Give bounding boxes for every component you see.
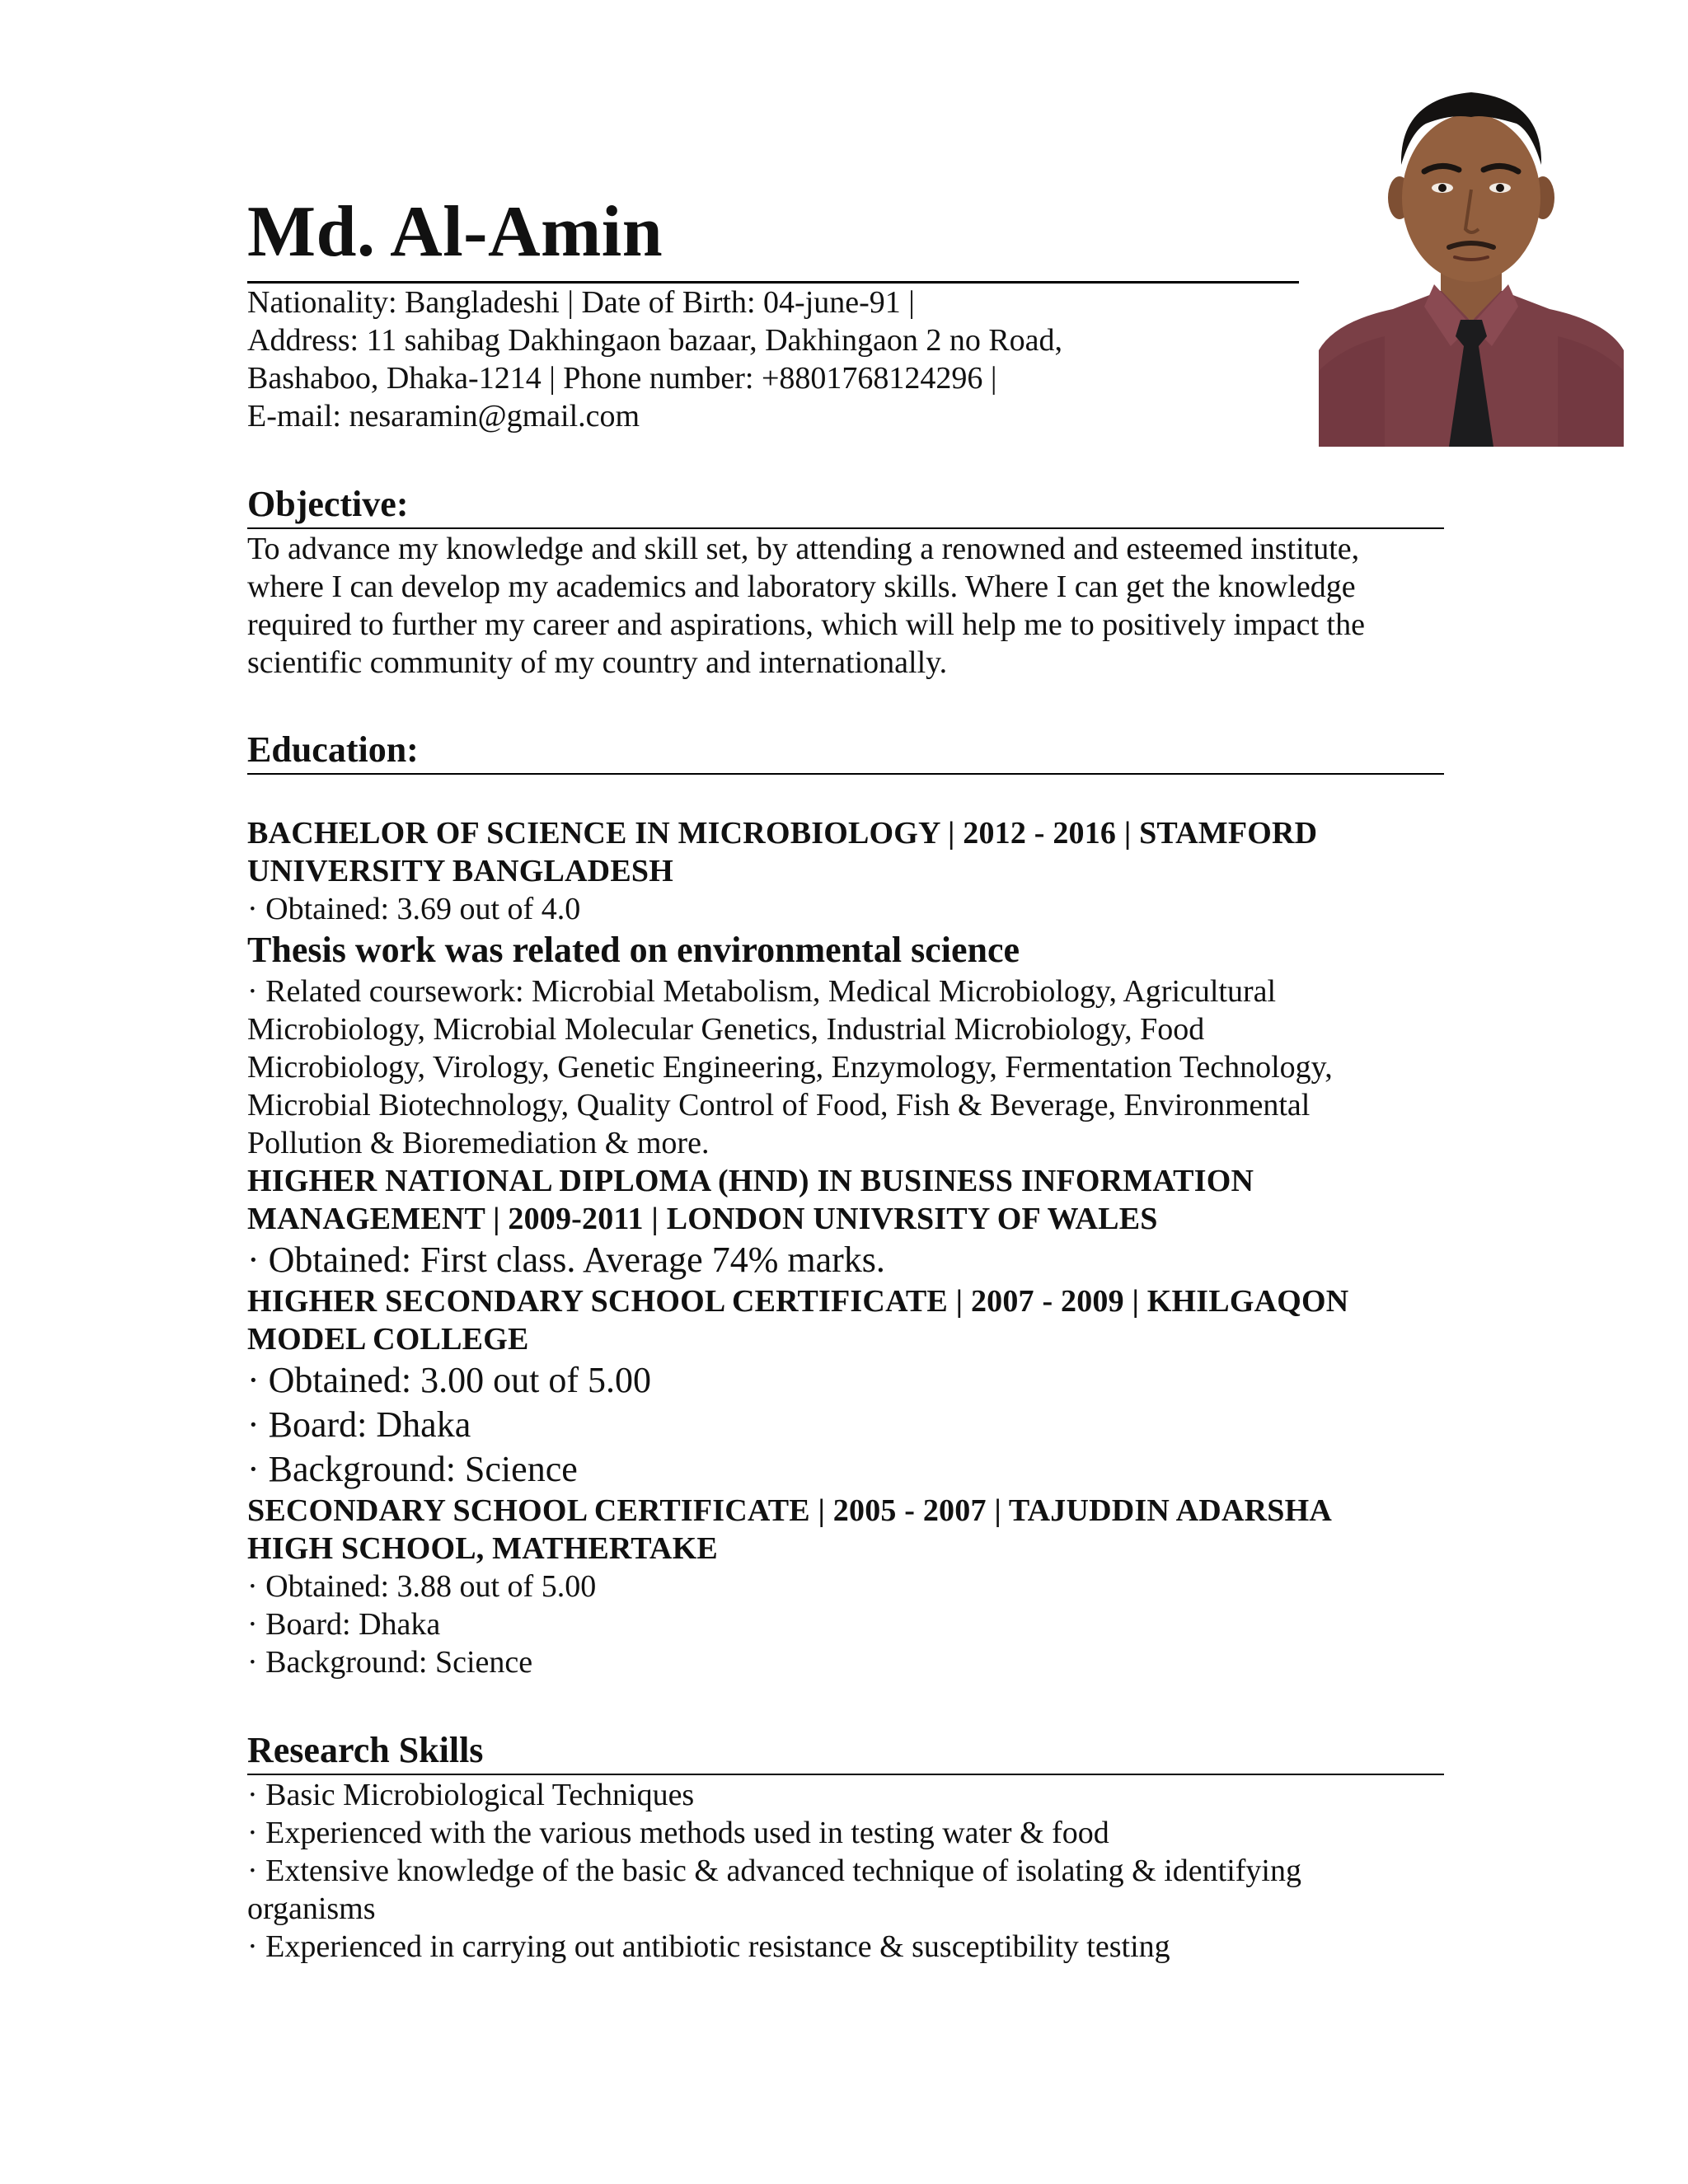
- hsc-obtained: · Obtained: 3.00 out of 5.00: [247, 1360, 652, 1400]
- research-skill-3-continued: organisms: [247, 1891, 376, 1926]
- bsc-coursework-line-2: Microbiology, Microbial Molecular Genetics, Industrial Microbiology, Food: [247, 1012, 1205, 1047]
- bsc-heading-line-1: BACHELOR OF SCIENCE IN MICROBIOLOGY | 2012 - 2016 | STAMFORD: [247, 816, 1318, 851]
- objective-line-3: required to further my career and aspirations, which will help me to positively impact the: [247, 607, 1365, 642]
- bsc-coursework-line-4: Microbial Biotechnology, Quality Control of Food, Fish & Beverage, Environmental: [247, 1088, 1311, 1122]
- ssc-board: · Board: Dhaka: [247, 1607, 441, 1642]
- contact-nationality-line: Nationality: Bangladeshi | Date of Birth: 04-june-91 |: [247, 285, 915, 320]
- bsc-obtained: · Obtained: 3.69 out of 4.0: [247, 892, 581, 926]
- ssc-obtained: · Obtained: 3.88 out of 5.00: [247, 1569, 597, 1604]
- research-skill-4: · Experienced in carrying out antibiotic resistance & susceptibility testing: [247, 1929, 1170, 1964]
- candidate-name: Md. Al-Amin: [247, 192, 663, 272]
- research-skills-divider: [247, 1774, 1444, 1775]
- research-skill-2: · Experienced with the various methods used in testing water & food: [247, 1816, 1109, 1850]
- ssc-heading-line-1: SECONDARY SCHOOL CERTIFICATE | 2005 - 2007 | TAJUDDIN ADARSHA: [247, 1493, 1332, 1528]
- ssc-background: · Background: Science: [247, 1645, 533, 1680]
- hnd-heading-line-1: HIGHER NATIONAL DIPLOMA (HND) IN BUSINESS INFORMATION: [247, 1164, 1254, 1198]
- hsc-background: · Background: Science: [247, 1449, 578, 1489]
- ssc-heading-line-2: HIGH SCHOOL, MATHERTAKE: [247, 1531, 718, 1566]
- profile-photo: [1319, 74, 1624, 447]
- contact-address-line: Address: 11 sahibag Dakhingaon bazaar, Dakhingaon 2 no Road,: [247, 323, 1063, 358]
- research-skill-1: · Basic Microbiological Techniques: [247, 1778, 695, 1812]
- hnd-obtained: · Obtained: First class. Average 74% marks.: [247, 1240, 885, 1280]
- objective-line-4: scientific community of my country and internationally.: [247, 645, 948, 680]
- research-skills-heading: Research Skills: [247, 1730, 484, 1770]
- hnd-heading-line-2: MANAGEMENT | 2009-2011 | LONDON UNIVRSITY OF WALES: [247, 1202, 1158, 1236]
- objective-divider: [247, 527, 1444, 529]
- bsc-coursework-line-1: · Related coursework: Microbial Metabolism, Medical Microbiology, Agricultural: [247, 974, 1277, 1009]
- objective-line-2: where I can develop my academics and laboratory skills. Where I can get the knowledge: [247, 569, 1356, 604]
- contact-email-line: E-mail: nesaramin@gmail.com: [247, 399, 640, 434]
- education-heading: Education:: [247, 729, 419, 770]
- research-skill-3: · Extensive knowledge of the basic & advanced technique of isolating & identifying: [247, 1854, 1301, 1888]
- hsc-board: · Board: Dhaka: [247, 1404, 471, 1445]
- bsc-thesis: Thesis work was related on environmental science: [247, 930, 1020, 970]
- hsc-heading-line-2: MODEL COLLEGE: [247, 1322, 529, 1357]
- hsc-heading-line-1: HIGHER SECONDARY SCHOOL CERTIFICATE | 2007 - 2009 | KHILGAQON: [247, 1284, 1349, 1319]
- objective-heading: Objective:: [247, 484, 409, 524]
- bsc-coursework-line-5: Pollution & Bioremediation & more.: [247, 1126, 710, 1160]
- objective-line-1: To advance my knowledge and skill set, by attending a renowned and esteemed institute,: [247, 532, 1360, 566]
- contact-phone-line: Bashaboo, Dhaka-1214 | Phone number: +8801768124296 |: [247, 361, 997, 396]
- education-divider: [247, 773, 1444, 775]
- bsc-heading-line-2: UNIVERSITY BANGLADESH: [247, 854, 673, 888]
- bsc-coursework-line-3: Microbiology, Virology, Genetic Engineering, Enzymology, Fermentation Technology,: [247, 1050, 1333, 1085]
